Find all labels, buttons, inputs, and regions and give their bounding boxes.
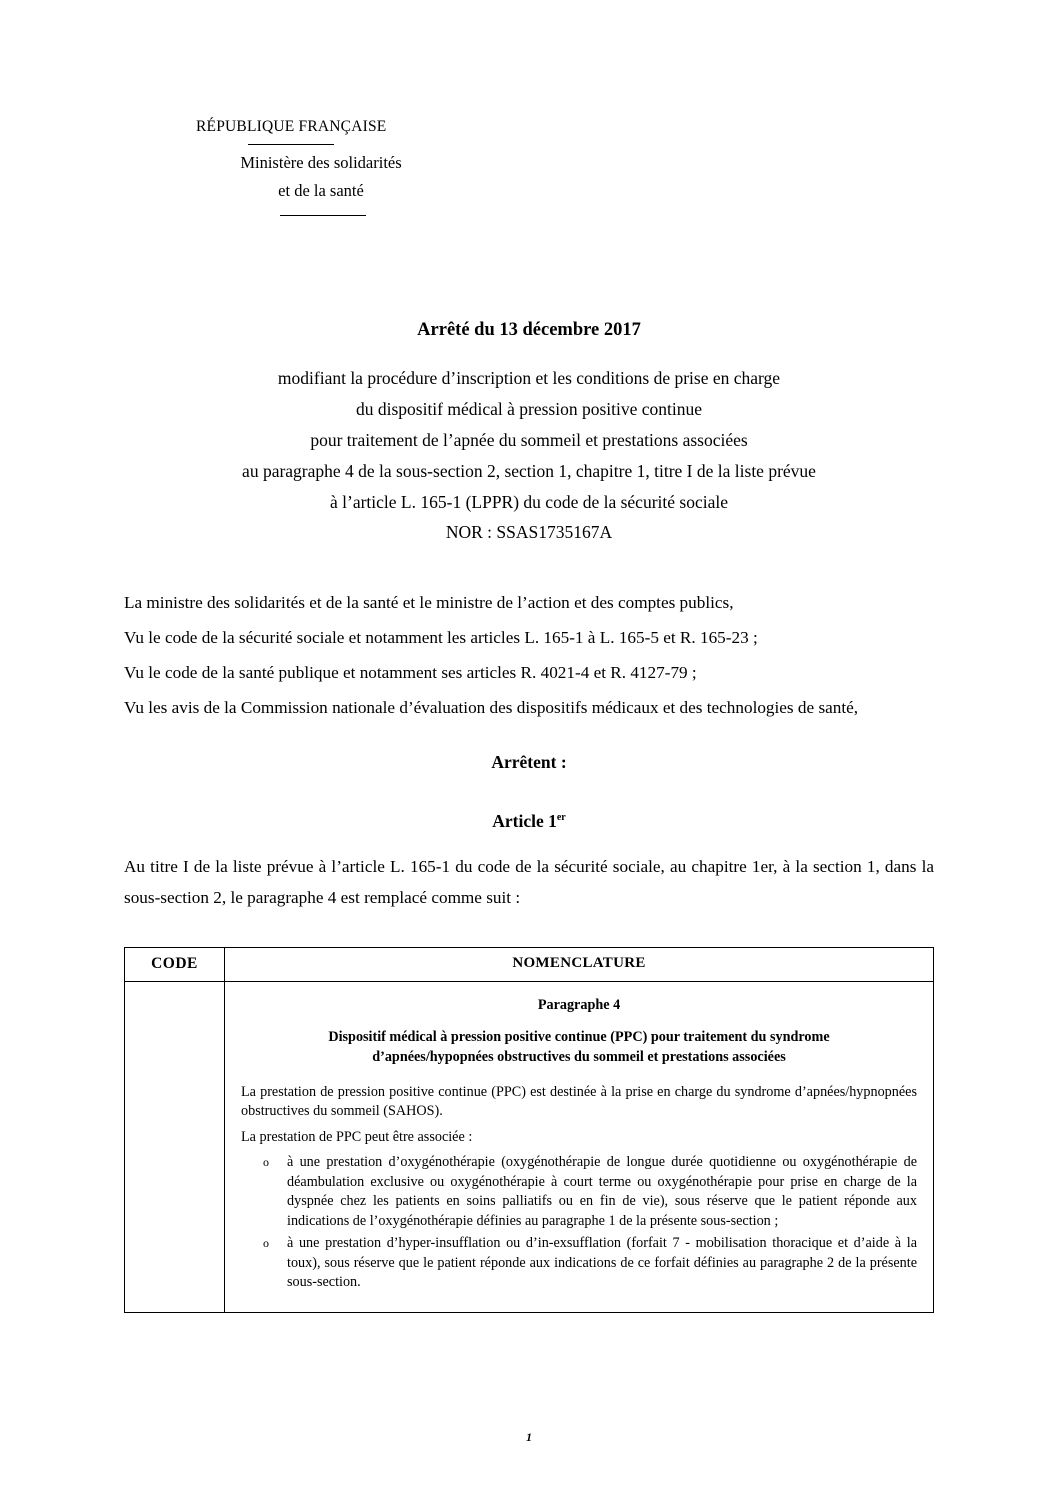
document-title: Arrêté du 13 décembre 2017 [417,320,641,340]
document-subtitle-line-2: du dispositif médical à pression positive continue [355,399,703,419]
preamble-paragraph-4: Vu les avis de la Commission nationale d’évaluation des dispositifs médicaux et des technologies de santé, [124,698,859,717]
ministry-name-line-2: et de la santé [278,181,364,200]
document-subtitle-line-5: à l’article L. 165-1 (LPPR) du code de la sécurité sociale [330,492,728,512]
bullet-marker-icon: o [263,1155,269,1170]
table-row [125,981,934,1312]
article-1-intro: Au titre I de la liste prévue à l’article L. 165-1 du code de la sécurité sociale, au chapitre 1er, à la section 1, dans la sous-section 2, le paragraphe 4 est remplacé comme suit : [124,856,934,907]
nomenclature-bullet-list [241,1153,917,1293]
paragraph-4-title: Paragraphe 4 [537,996,621,1013]
document-subtitle-line-4: au paragraphe 4 de la sous-section 2, section 1, chapitre 1, titre I de la liste prévue [242,461,816,481]
document-subtitle-line-3: pour traitement de l’apnée du sommeil et prestations associées [310,430,748,450]
table-header-code: CODE [125,947,225,981]
list-item-text: à une prestation d’hyper-insufflation ou d’in-exsufflation (forfait 7 - mobilisation thoracique et d’aide à la toux), sous réserve que le patient réponde aux indications de ce forfait définies au paragraphe 2 de la présente sous-section. [287,1235,917,1291]
letterhead-divider-2 [280,215,366,216]
list-item [241,1153,917,1231]
nor-reference: NOR : SSAS1735167A [445,522,613,542]
nomenclature-paragraph-2: La prestation de PPC peut être associée : [241,1128,473,1145]
nomenclature-table [124,947,934,1313]
bullet-marker-icon: o [263,1236,269,1251]
page-footer [0,1430,1058,1445]
document-subtitle-line-1: modifiant la procédure d’inscription et les conditions de prise en charge [277,368,781,388]
table-cell-code [125,981,225,1312]
ministry-name-line-1: Ministère des solidarités [240,153,402,172]
table-cell-nomenclature [225,981,934,1312]
paragraph-4-subtitle-line-2: d’apnées/hypopnées obstructives du sommeil et prestations associées [372,1048,786,1065]
list-item-text: à une prestation d’oxygénothérapie (oxygénothérapie de longue durée quotidienne ou oxygénothérapie de déambulation exclusive ou oxygénothérapie à court terme ou oxygénothérapie pour prise en charge de la dyspnée chez les patients en soins palliatifs ou en fin de vie), sous réserve que le patient réponde aux indications de l’oxygénothérapie définies au paragraphe 1 de la présente sous-section ; [287,1154,917,1229]
preamble-paragraph-3: Vu le code de la santé publique et notamment ses articles R. 4021-4 et R. 4127-79 ; [124,663,697,682]
article-1-heading [124,802,934,837]
preamble-block [124,587,934,913]
table-header-nomenclature: NOMENCLATURE [225,947,934,981]
list-item [241,1234,917,1293]
paragraph-4-subtitle [241,1027,917,1067]
arretent-heading: Arrêtent : [491,752,567,772]
article-1-ordinal: er [556,812,566,823]
preamble-paragraph-1: La ministre des solidarités et de la santé et le ministre de l’action et des comptes publics, [124,593,734,612]
page-number: 1 [526,1430,532,1444]
article-1-label: Article 1 [492,810,557,831]
letterhead-divider-1 [248,144,334,145]
letterhead [196,118,496,216]
paragraph-4-subtitle-line-1: Dispositif médical à pression positive continue (PPC) pour traitement du syndrome [328,1028,830,1045]
republic-title: RÉPUBLIQUE FRANÇAISE [196,118,387,135]
preamble-paragraph-2: Vu le code de la sécurité sociale et notamment les articles L. 165-1 à L. 165-5 et R. 165-23 ; [124,628,758,647]
table-header-row [125,947,934,981]
nomenclature-paragraph-1: La prestation de pression positive continue (PPC) est destinée à la prise en charge du syndrome d’apnées/hypnopnées obstructives du sommeil (SAHOS). [241,1083,917,1120]
title-block [124,320,934,543]
